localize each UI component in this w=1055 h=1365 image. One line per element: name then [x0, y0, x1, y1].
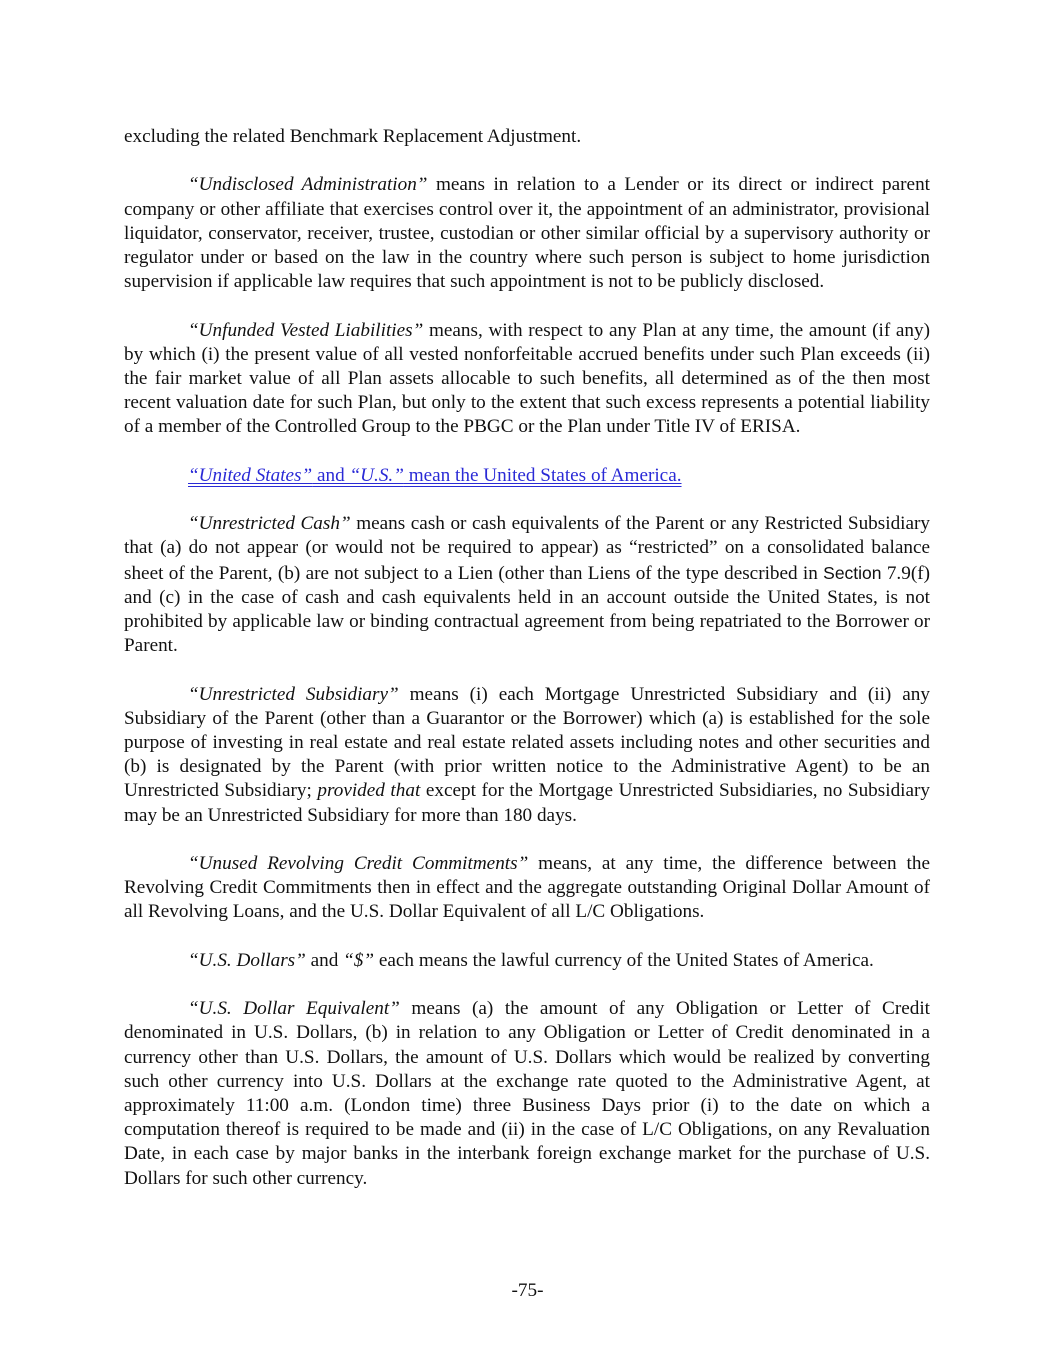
paragraph-text: means (a) the amount of any Obligation or Letter of Credit denominated in U.S. Dollars, (b) in relation to any Obligation or Letter of Credit denominated in a currency other than U.S. Dollars, the amount of U.S. Dollars which would be realized by converting such other currency into U.S. Dollars at the exchange rate quoted to the Administrative Agent, at approximately 11:00 a.m. (London time) three Business Days prior (i) to the date on which a computation thereof is required to be made and (ii) in the case of L/C Obligations, on any Revaluation Date, in each case by major banks in the interbank foreign exchange market for the purchase of U.S. Dollars for such other currency. [124, 998, 930, 1189]
definition-paragraph [124, 949, 930, 973]
definition-paragraph [124, 852, 930, 925]
paragraph-text: means in relation to a Lender or its direct or indirect parent company or other affiliate that exercises control over it, the appointment of an administrator, provisional liquidator, conservator, receiver, trustee, custodian or other similar official by a supervisory authority or regulator under or based on the law in the country where such person is subject to home jurisdiction supervision if applicable law requires that such appointment is not to be publicly disclosed. [124, 174, 930, 293]
defined-term[interactable]: “U.S.” [349, 464, 404, 486]
paragraph-text: means cash or cash equivalents of the Parent or any Restricted Subsidiary that (a) do not appear (or would not be required to appear) as “restricted” on a consolidated balance sheet of the Parent, (b) are not subject to a Lien (other than Liens of the type described in [124, 513, 930, 584]
paragraph-text: means, at any time, the difference between the Revolving Credit Commitments then in effect and the aggregate outstanding Original Dollar Amount of all Revolving Loans, and the U.S. Dollar Equivalent of all L/C Obligations. [124, 853, 930, 923]
definition-link-paragraph[interactable] [124, 464, 930, 488]
paragraph-text: excluding the related Benchmark Replacement Adjustment. [124, 126, 582, 147]
document-body [124, 125, 930, 1215]
defined-term: “Undisclosed Administration” [188, 174, 428, 196]
paragraph-text: each means the lawful currency of the United States of America. [374, 949, 874, 971]
paragraph-text: means (i) each Mortgage Unrestricted Subsidiary and (ii) any Subsidiary of the Parent (other than a Guarantor or the Borrower) which (a) is established for the sole purpose of investing in real estate and real estate related assets including notes and other securities and (b) is designated by the Parent (with prior written notice to the Administrative Agent) to be an Unrestricted Subsidiary; [124, 683, 930, 802]
defined-term: “Unrestricted Cash” [188, 513, 351, 535]
defined-term: “U.S. Dollars” [188, 949, 306, 971]
definition-paragraph [124, 997, 930, 1191]
paragraph-text: means, with respect to any Plan at any time, the amount (if any) by which (i) the present value of all vested nonforfeitable accrued benefits under such Plan exceeds (ii) the fair market value of all Plan assets allocable to such benefits, all determined as of the then most recent valuation date for such Plan, but only to the extent that such excess represents a potential liability of a member of the Controlled Group to the PBGC or the Plan under Title IV of ERISA. [124, 319, 930, 438]
defined-term: provided that [317, 780, 421, 802]
paragraph-text: 7.9(f) and (c) in the case of cash and cash equivalents held in an account outside the United States, is not prohibited by applicable law or binding contractual agreement from being repatriated to the Borrower or Parent. [124, 562, 930, 657]
paragraph-text: except for the Mortgage Unrestricted Subsidiaries, no Subsidiary may be an Unrestricted Subsidiary for more than 180 days. [124, 780, 930, 826]
defined-term: “Unused Revolving Credit Commitments” [188, 853, 529, 874]
paragraph-text: and [305, 949, 344, 971]
definition-paragraph [124, 512, 930, 658]
definition-paragraph [124, 125, 930, 149]
defined-term: “U.S. Dollar Equivalent” [188, 998, 400, 1020]
definition-paragraph [124, 683, 930, 828]
paragraph-text[interactable]: mean the United States of America. [403, 464, 682, 486]
defined-term: “Unrestricted Subsidiary” [188, 683, 399, 705]
defined-term: “$” [343, 949, 375, 971]
definition-paragraph [124, 319, 930, 440]
page-number: -75- [511, 1280, 544, 1301]
paragraph-text[interactable]: and [312, 464, 350, 486]
defined-term: “Unfunded Vested Liabilities” [188, 319, 424, 341]
defined-term[interactable]: “United States” [188, 464, 313, 486]
paragraph-text: Section [823, 562, 882, 583]
definition-paragraph [124, 173, 930, 294]
